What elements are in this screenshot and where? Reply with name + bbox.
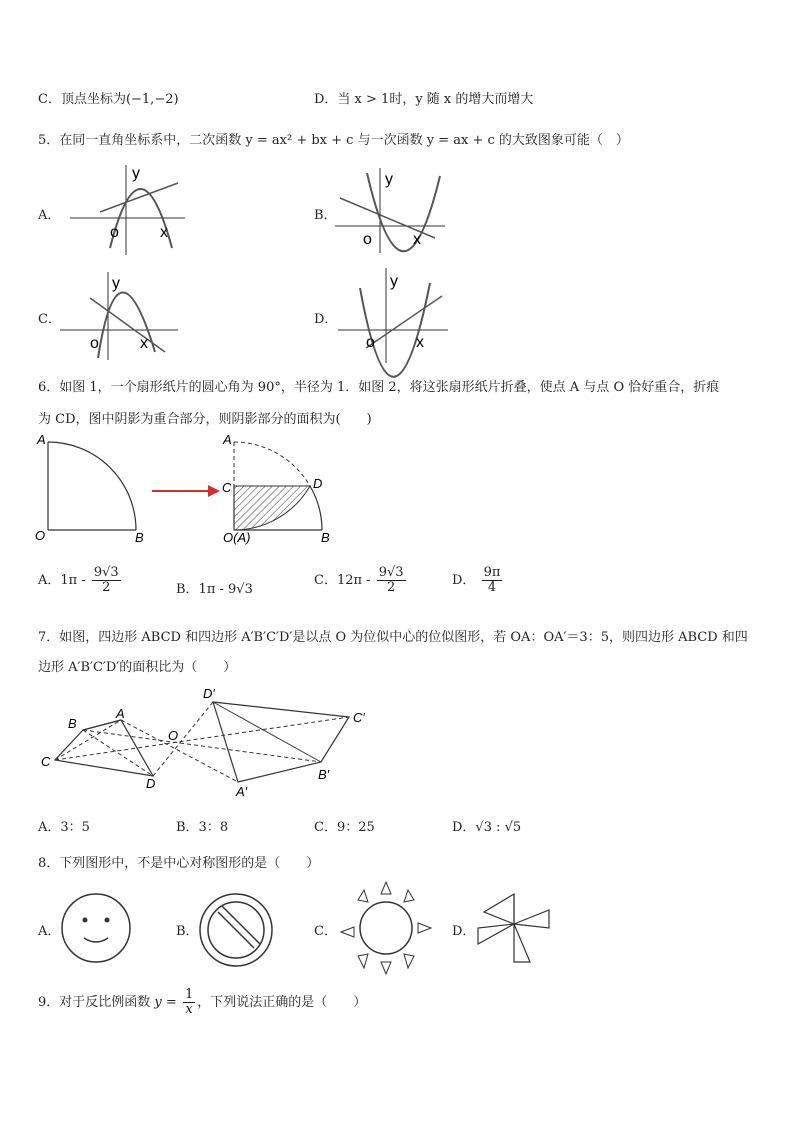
q7-option-d: D．√3 : √5 xyxy=(452,820,522,835)
label-a: A xyxy=(37,432,46,447)
label-d: D xyxy=(313,476,323,491)
label-b: B xyxy=(321,530,330,545)
q5-label-b: B． xyxy=(314,208,337,223)
axis-x-label: x xyxy=(160,224,168,241)
label-c: C xyxy=(222,480,232,495)
q7-stem-line2: 边形 A′B′C′D′的面积比为（ ） xyxy=(38,660,237,675)
q5-graph-c xyxy=(60,270,180,360)
q5-graph-b xyxy=(335,168,455,258)
no-sign-circle-icon xyxy=(198,892,274,968)
q8-label-c: C． xyxy=(314,924,337,939)
q6-option-a: A．1π - $\frac{9√3}{2}$ xyxy=(38,565,119,595)
q6-figure-2 xyxy=(220,432,350,547)
q6-stem-line2: 为 CD，图中阴影为重合部分，则阴影部分的面积为( ) xyxy=(38,412,372,427)
parabola xyxy=(367,173,440,251)
axis-x-label: x xyxy=(140,335,148,352)
axis-x-label: x xyxy=(416,334,424,351)
axis-o-label: o xyxy=(110,224,119,241)
axis-y-label: y xyxy=(390,273,398,290)
label-o: O xyxy=(35,528,46,543)
label-o: O xyxy=(168,728,179,743)
axis-o-label: o xyxy=(366,334,375,351)
sun-icon xyxy=(336,880,436,976)
q7-option-c: C．9：25 xyxy=(314,820,375,835)
q8-label-b: B． xyxy=(176,924,199,939)
label-d2: D′ xyxy=(203,686,215,701)
q5-graph-d xyxy=(338,268,458,363)
q9-stem: 9．对于反比例函数 y = $\frac{1}{x}$ ，下列说法正确的是（ ） xyxy=(38,987,367,1017)
q8-label-a: A． xyxy=(38,924,61,939)
straight-line xyxy=(366,296,442,348)
q5-label-d: D． xyxy=(314,312,338,327)
q6-arrow xyxy=(152,483,222,499)
q4-option-c: C．顶点坐标为(−1,−2) xyxy=(38,92,179,107)
q6-option-d: D． $\frac{9\pi}{4}$ xyxy=(452,565,501,595)
label-a: A xyxy=(223,432,232,447)
pinwheel-icon xyxy=(474,884,554,966)
axis-y-label: y xyxy=(385,171,393,188)
q8-stem: 8．下列图形中，不是中心对称图形的是（ ） xyxy=(38,856,320,871)
axis-y-label: y xyxy=(112,275,120,292)
label-c2: C′ xyxy=(353,710,365,725)
axis-o-label: o xyxy=(90,335,99,352)
label-a: A xyxy=(116,706,125,721)
q6-figure-1 xyxy=(35,432,155,547)
q5-stem: 5．在同一直角坐标系中，二次函数 y = ax² + bx + c 与一次函数 y = ax + c 的大致图象可能（ ） xyxy=(38,133,629,148)
label-b: B xyxy=(135,530,144,545)
label-b: B xyxy=(68,716,77,731)
q6-option-c: C．12π - $\frac{9√3}{2}$ xyxy=(314,565,404,595)
q8-label-d: D． xyxy=(452,924,476,939)
axis-o-label: o xyxy=(363,231,372,248)
q7-option-a: A．3：5 xyxy=(38,820,90,835)
q5-label-c: C． xyxy=(38,312,61,327)
shaded-region xyxy=(234,486,310,530)
label-oa: O(A) xyxy=(223,530,251,545)
label-b2: B′ xyxy=(318,767,330,782)
straight-line xyxy=(100,183,178,212)
q7-figure xyxy=(38,684,378,802)
label-a2: A′ xyxy=(236,784,248,799)
q7-option-b: B．3：8 xyxy=(176,820,229,835)
q6-option-b: B．1π - 9√3 xyxy=(176,582,253,597)
q6-stem-line1: 6．如图 1，一个扇形纸片的圆心角为 90°，半径为 1．如图 2，将这张扇形纸片折叠，使点 A 与点 O 恰好重合，折痕 xyxy=(38,380,720,395)
q7-stem-line1: 7．如图，四边形 ABCD 和四边形 A′B′C′D′是以点 O 为位似中心的位似图形，若 OA：OA′＝3：5，则四边形 ABCD 和四 xyxy=(38,630,748,645)
axis-x-label: x xyxy=(413,231,421,248)
q5-graph-a xyxy=(70,160,190,260)
label-c: C xyxy=(41,754,51,769)
q4-option-d: D．当 x > 1时，y 随 x 的增大而增大 xyxy=(314,92,534,107)
smiley-face-icon xyxy=(60,892,132,964)
label-d: D xyxy=(146,776,156,791)
axis-y-label: y xyxy=(132,165,140,182)
q5-label-a: A． xyxy=(38,208,61,223)
